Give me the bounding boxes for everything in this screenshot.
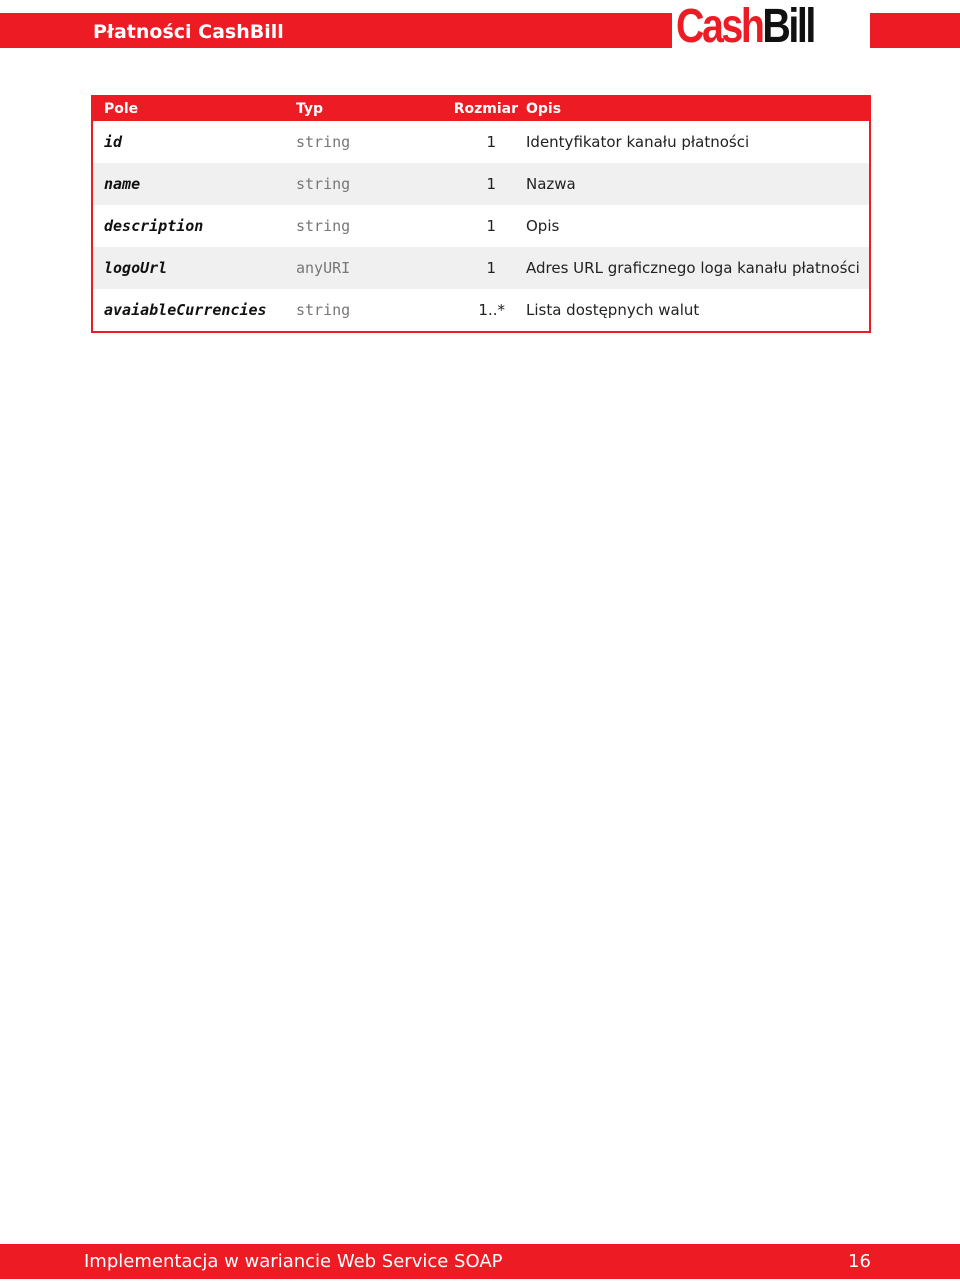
field-desc-cell: Lista dostępnych walut xyxy=(526,301,700,319)
field-desc-cell: Nazwa xyxy=(526,163,869,205)
field-type-cell: anyURI xyxy=(296,247,448,289)
field-size-cell: 1 xyxy=(486,217,496,235)
fields-table xyxy=(91,95,871,333)
column-header-pole: Pole xyxy=(93,97,296,121)
cashbill-logo xyxy=(676,1,814,53)
logo-part-cash: Cash xyxy=(676,0,763,53)
field-size-cell: 1..* xyxy=(478,301,505,319)
table-row xyxy=(93,205,869,247)
table-row xyxy=(93,163,869,205)
field-desc-cell: Adres URL graficznego loga kanału płatności xyxy=(526,247,869,289)
field-size-cell: 1 xyxy=(486,133,496,151)
table-row xyxy=(93,247,869,289)
field-desc-cell: Opis xyxy=(526,217,560,235)
field-name-cell: name xyxy=(93,163,296,205)
field-type-cell: string xyxy=(296,301,351,319)
page-title: Płatności CashBill xyxy=(93,21,284,43)
field-name-cell: logoUrl xyxy=(93,247,296,289)
column-header-rozmiar: Rozmiar xyxy=(448,97,526,121)
field-type-cell: string xyxy=(296,163,448,205)
page-number: 16 xyxy=(848,1251,871,1272)
field-type-cell: string xyxy=(296,133,351,151)
field-type-cell: string xyxy=(296,217,351,235)
field-name-cell: avaiableCurrencies xyxy=(104,301,267,319)
footer-title: Implementacja w wariancie Web Service SOAP xyxy=(84,1251,503,1272)
field-desc-cell: Identyfikator kanału płatności xyxy=(526,133,750,151)
table-row xyxy=(93,121,869,163)
table-header-row xyxy=(93,97,869,121)
logo-part-bill: Bill xyxy=(762,0,814,53)
column-header-opis: Opis xyxy=(526,97,869,121)
field-name-cell: id xyxy=(104,133,123,151)
column-header-typ: Typ xyxy=(296,97,448,121)
table-row xyxy=(93,289,869,331)
field-size-cell: 1 xyxy=(448,247,526,289)
field-size-cell: 1 xyxy=(448,163,526,205)
field-name-cell: description xyxy=(104,217,204,235)
